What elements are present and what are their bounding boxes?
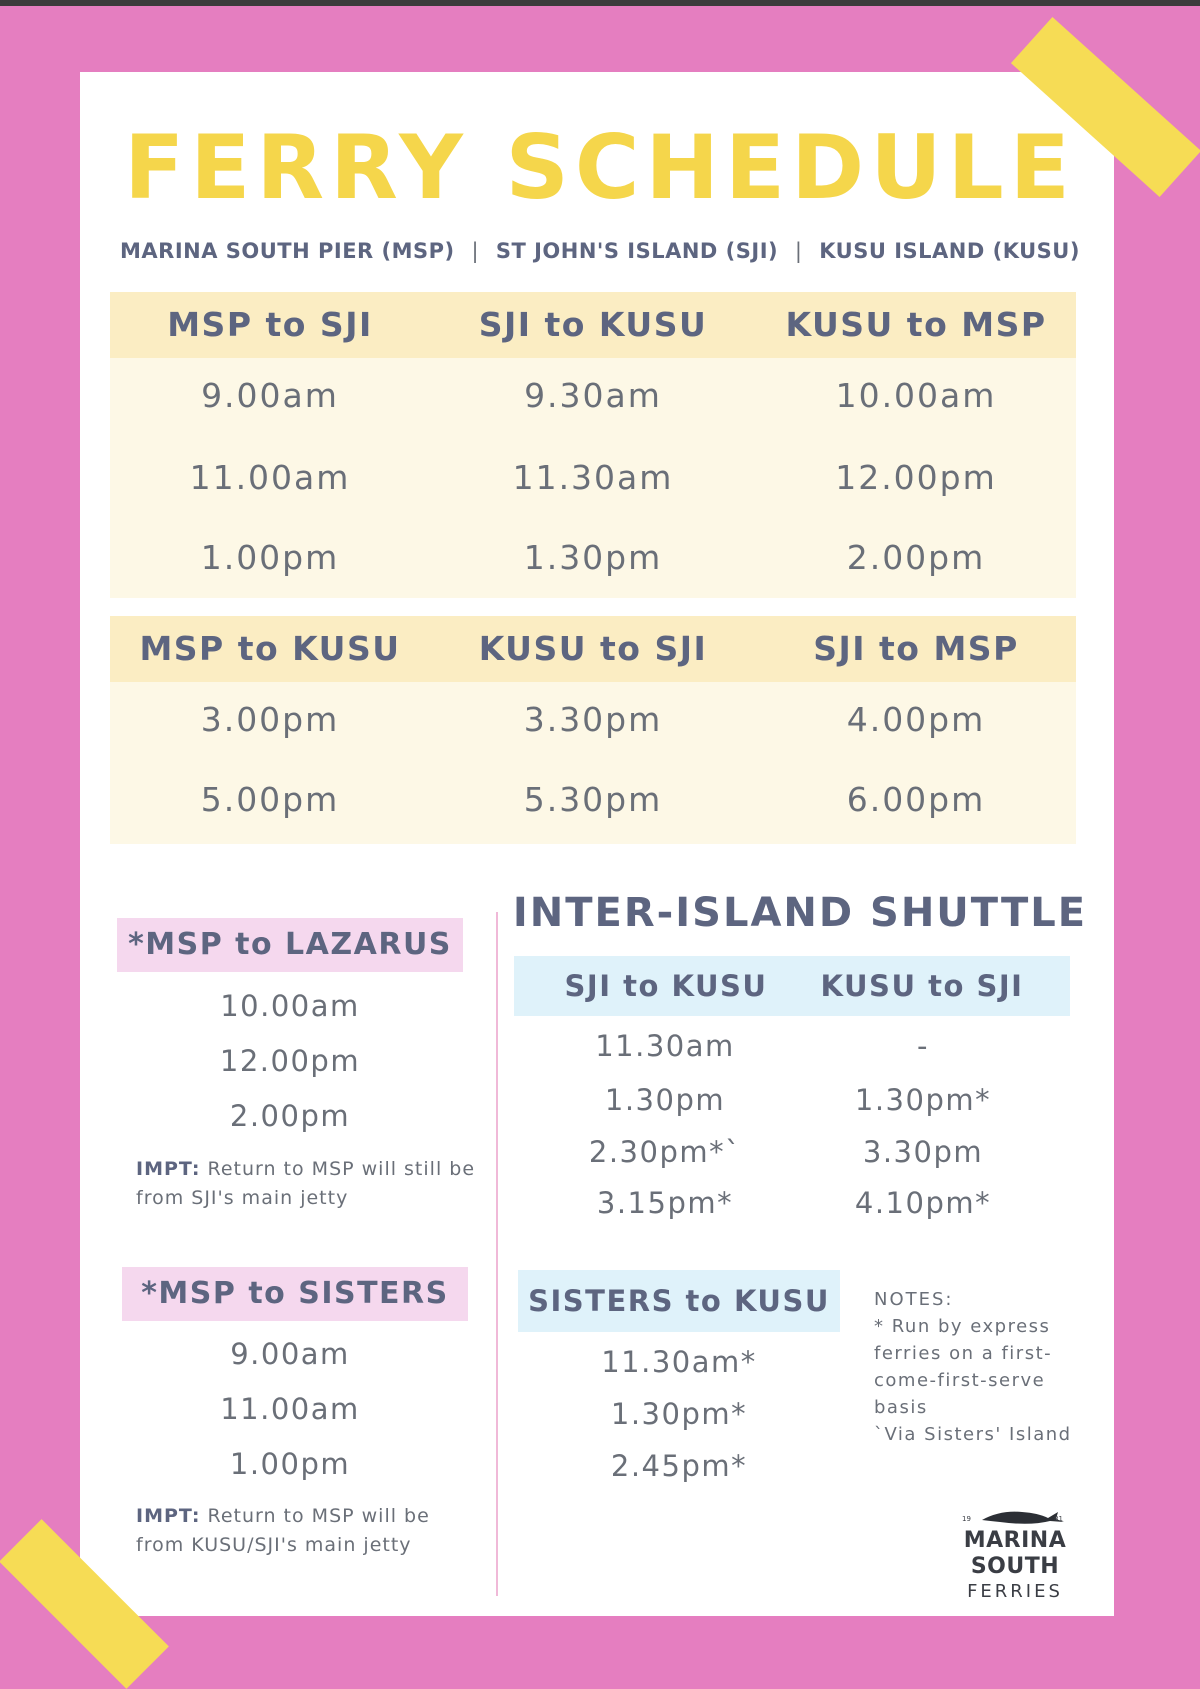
notes-line: * Run by express ferries on a first-come-first-serve basis (874, 1316, 1053, 1418)
sisters-time: 1.00pm (229, 1447, 351, 1481)
column-header: KUSU to SJI (478, 629, 708, 668)
column-header: MSP to SJI (167, 305, 373, 344)
time-cell: 9.30am (524, 376, 662, 415)
lazarus-time: 10.00am (220, 989, 360, 1023)
whale-icon (960, 1506, 1070, 1528)
shuttle-time: 11.30am (595, 1029, 735, 1063)
column-divider (496, 912, 498, 1596)
shuttle-time: 2.30pm*` (588, 1135, 742, 1169)
separator: | (471, 239, 480, 263)
schedule-table-1 (110, 292, 1076, 598)
time-cell: 5.30pm (523, 780, 663, 819)
time-cell: 11.00am (189, 458, 351, 497)
time-cell: 3.00pm (200, 700, 340, 739)
logo-sub: FERRIES (967, 1581, 1063, 1602)
column-header: SJI to MSP (813, 629, 1019, 668)
brand-logo (940, 1506, 1090, 1604)
shuttle-time: 4.10pm* (854, 1186, 992, 1220)
time-cell: 2.00pm (846, 538, 986, 577)
notes-block (874, 1286, 1074, 1448)
stop-msp: MARINA SOUTH PIER (MSP) (120, 239, 455, 263)
impt-text: Return to MSP will still be from SJI's main jetty (136, 1158, 476, 1209)
column-header: MSP to KUSU (139, 629, 401, 668)
shuttle-time: 1.30pm (604, 1083, 726, 1117)
logo-year-right: 81 (1054, 1515, 1063, 1523)
lazarus-label: *MSP to LAZARUS (117, 918, 463, 972)
sisters-label: *MSP to SISTERS (122, 1267, 468, 1321)
shuttle-time: 1.30pm* (854, 1083, 992, 1117)
time-cell: 10.00am (835, 376, 997, 415)
notes-heading: NOTES: (874, 1289, 954, 1310)
column-header: SJI to KUSU (564, 969, 768, 1003)
sisters-kusu-time: 2.45pm* (610, 1449, 748, 1483)
stops-legend (120, 236, 1080, 266)
time-cell: 11.30am (512, 458, 674, 497)
sisters-kusu-time: 1.30pm* (610, 1397, 748, 1431)
impt-label: IMPT: (136, 1158, 201, 1180)
stop-sji: ST JOHN'S ISLAND (SJI) (495, 239, 779, 263)
time-cell: 6.00pm (846, 780, 986, 819)
shuttle-time: 3.30pm (862, 1135, 984, 1169)
sisters-note (136, 1502, 476, 1560)
sisters-time: 9.00am (230, 1337, 350, 1371)
stop-kusu: KUSU ISLAND (KUSU) (819, 239, 1080, 263)
notes-line: `Via Sisters' Island (874, 1424, 1072, 1445)
column-header: SJI to KUSU (478, 305, 708, 344)
time-cell: 4.00pm (846, 700, 986, 739)
impt-text: Return to MSP will be from KUSU/SJI's main jetty (136, 1505, 430, 1556)
column-header: KUSU to MSP (785, 305, 1047, 344)
column-header: KUSU to SJI (820, 969, 1024, 1003)
sisters-time: 11.00am (220, 1392, 360, 1426)
separator: | (794, 239, 803, 263)
lazarus-time: 2.00pm (229, 1099, 351, 1133)
top-edge-bar (0, 0, 1200, 6)
shuttle-time: 3.15pm* (596, 1186, 734, 1220)
logo-year-left: 19 (962, 1515, 971, 1523)
time-cell: 3.30pm (523, 700, 663, 739)
time-cell: 12.00pm (835, 458, 997, 497)
time-cell: 5.00pm (200, 780, 340, 819)
logo-name: MARINA SOUTH (963, 1528, 1067, 1579)
sisters-kusu-time: 11.30am* (601, 1345, 757, 1379)
shuttle-time: - (917, 1029, 929, 1063)
time-cell: 1.00pm (200, 538, 340, 577)
shuttle-title: INTER-ISLAND SHUTTLE (512, 890, 1088, 936)
time-cell: 9.00am (201, 376, 339, 415)
impt-label: IMPT: (136, 1505, 201, 1527)
page-title: FERRY SCHEDULE (124, 116, 1076, 219)
lazarus-note (136, 1155, 476, 1213)
time-cell: 1.30pm (523, 538, 663, 577)
lazarus-time: 12.00pm (219, 1044, 361, 1078)
schedule-table-2 (110, 616, 1076, 844)
sisters-kusu-label: SISTERS to KUSU (528, 1284, 830, 1318)
